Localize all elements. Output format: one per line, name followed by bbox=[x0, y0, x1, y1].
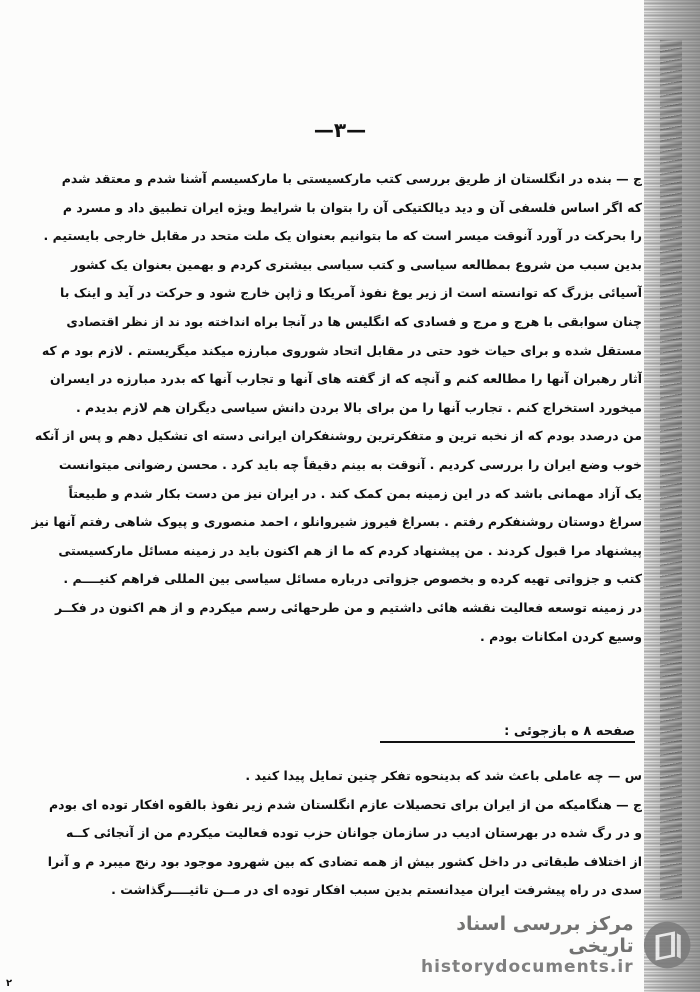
text-line: من درصدد بودم که از نخبه ترین و متفکرترین روشنفکران ایرانی دسته ای تشکیل دهم و پس از آنکه bbox=[34, 428, 642, 444]
text-line: بدین سبب من شروع بمطالعه سیاسی و کتب سیاسی بیشتری کردم و بهمین بعنوان یک کشور bbox=[71, 256, 642, 272]
text-line: که اگر اساس فلسفی آن و دید دیالکتیکی آن را بتوان با شرایط ویژه ایران تطبیق داد و مسرد م bbox=[62, 199, 642, 215]
text-line: خوب وضع ایران را بررسی کردیم . آنوقت به بینم دقیقاً چه باید کرد . محسن رضوانی میتوانست bbox=[58, 456, 642, 472]
text-line: آسیائی بزرگ که توانسته است از زیر یوغ نفوذ آمریکا و ژاپن خارج شود و حرکت در آید و اینک با bbox=[60, 285, 642, 301]
text-line: سراغ دوستان روشنفکرم رفتم . بسراغ فیروز شیروانلو ، احمد منصوری و پیوک شاهی رفتم آنها نیز bbox=[31, 514, 642, 530]
text-line: چنان سوابقی با هرج و مرج و فسادی که انگلیس ها در آنجا براه انداخته بود ند از نظر اقتصادی bbox=[66, 313, 642, 329]
text-line: سدی در راه پیشرفت ایران میدانستم بدین سبب افکار توده ای در مــن تاثیــــرگذاشت . bbox=[111, 882, 642, 898]
page-number: —۳— bbox=[313, 118, 367, 142]
text-line: و در رگ شده در بهرستان ادیب در سازمان جوانان حزب توده فعالیت میکردم من از آنجائی کــه bbox=[65, 825, 642, 841]
text-line: ج — بنده در انگلستان از طریق بررسی کتب مارکسیستی با مارکسیسم آشنا شدم و معتقد شدم bbox=[61, 171, 642, 186]
text-line: آثار رهبران آنها را مطالعه کنم و آنچه که از گفته های آنها و تجارب آنها که بدرد مبارزه در ایسران bbox=[49, 371, 642, 387]
text-line: کتب و جزواتی تهیه کرده و بخصوص جزواتی درباره مسائل سیاسی بین المللی فراهم کنیــــم . bbox=[63, 571, 642, 587]
watermark bbox=[392, 910, 692, 980]
text-line: وسیع کردن امکانات بودم . bbox=[479, 628, 642, 644]
section-heading: صفحه ۸ ه بازجوئی : bbox=[380, 724, 635, 743]
watermark-title: مرکز بررسی اسناد تاریخی bbox=[456, 913, 634, 957]
text-line: میخورد استخراج کنم . تجارب آنها را من برای بالا بردن دانش سیاسی دیگران هم لازم بدیدم . bbox=[75, 399, 642, 415]
question-line: س — چه عاملی باعث شد که بدینحوه تفکر چنین تمایل پیدا کنید . bbox=[245, 768, 642, 783]
corner-mark: ۲ bbox=[6, 978, 13, 989]
watermark-url: historydocuments.ir bbox=[420, 957, 634, 977]
text-line: ج — هنگامیکه من از ایران برای تحصیلات عازم انگلستان شدم زیر نفوذ بالقوه افکار توده ای بودم bbox=[49, 796, 642, 812]
text-line: پیشنهاد مرا قبول کردند . من پیشنهاد کردم که ما از هم اکنون باید در زمینه مسائل مارکسیستی bbox=[58, 542, 642, 558]
text-line: در زمینه توسعه فعالیت نقشه هائی داشتیم و من طرحهائی رسم میکردم و از هم اکنون در فکــر bbox=[54, 599, 642, 615]
archive-logo-icon bbox=[642, 919, 692, 971]
text-line: را بحرکت در آورد آنوقت میسر است که ما بتوانیم بعنوان یک ملت متحد در مقابل خارجی بایستیم . bbox=[43, 228, 642, 244]
body-text bbox=[30, 165, 642, 651]
scan-edge-noise bbox=[660, 40, 682, 900]
text-line: مستقل شده و برای حیات خود حتی در مقابل اتحاد شوروی مبارزه میکند میگریستم . لازم بود م که bbox=[41, 342, 642, 358]
body-text-continued bbox=[30, 762, 642, 905]
text-line: یک آزاد مهمانی باشد که در این زمینه بمن کمک کند . در ایران نیز من دست بکار شدم و طبیعتاً bbox=[68, 485, 642, 501]
watermark-text bbox=[392, 913, 634, 977]
text-line: از اختلاف طبقاتی در داخل کشور بیش از همه تضادی که بین شهرود موجود بود رنج میبرد م و آنرا bbox=[47, 853, 642, 869]
